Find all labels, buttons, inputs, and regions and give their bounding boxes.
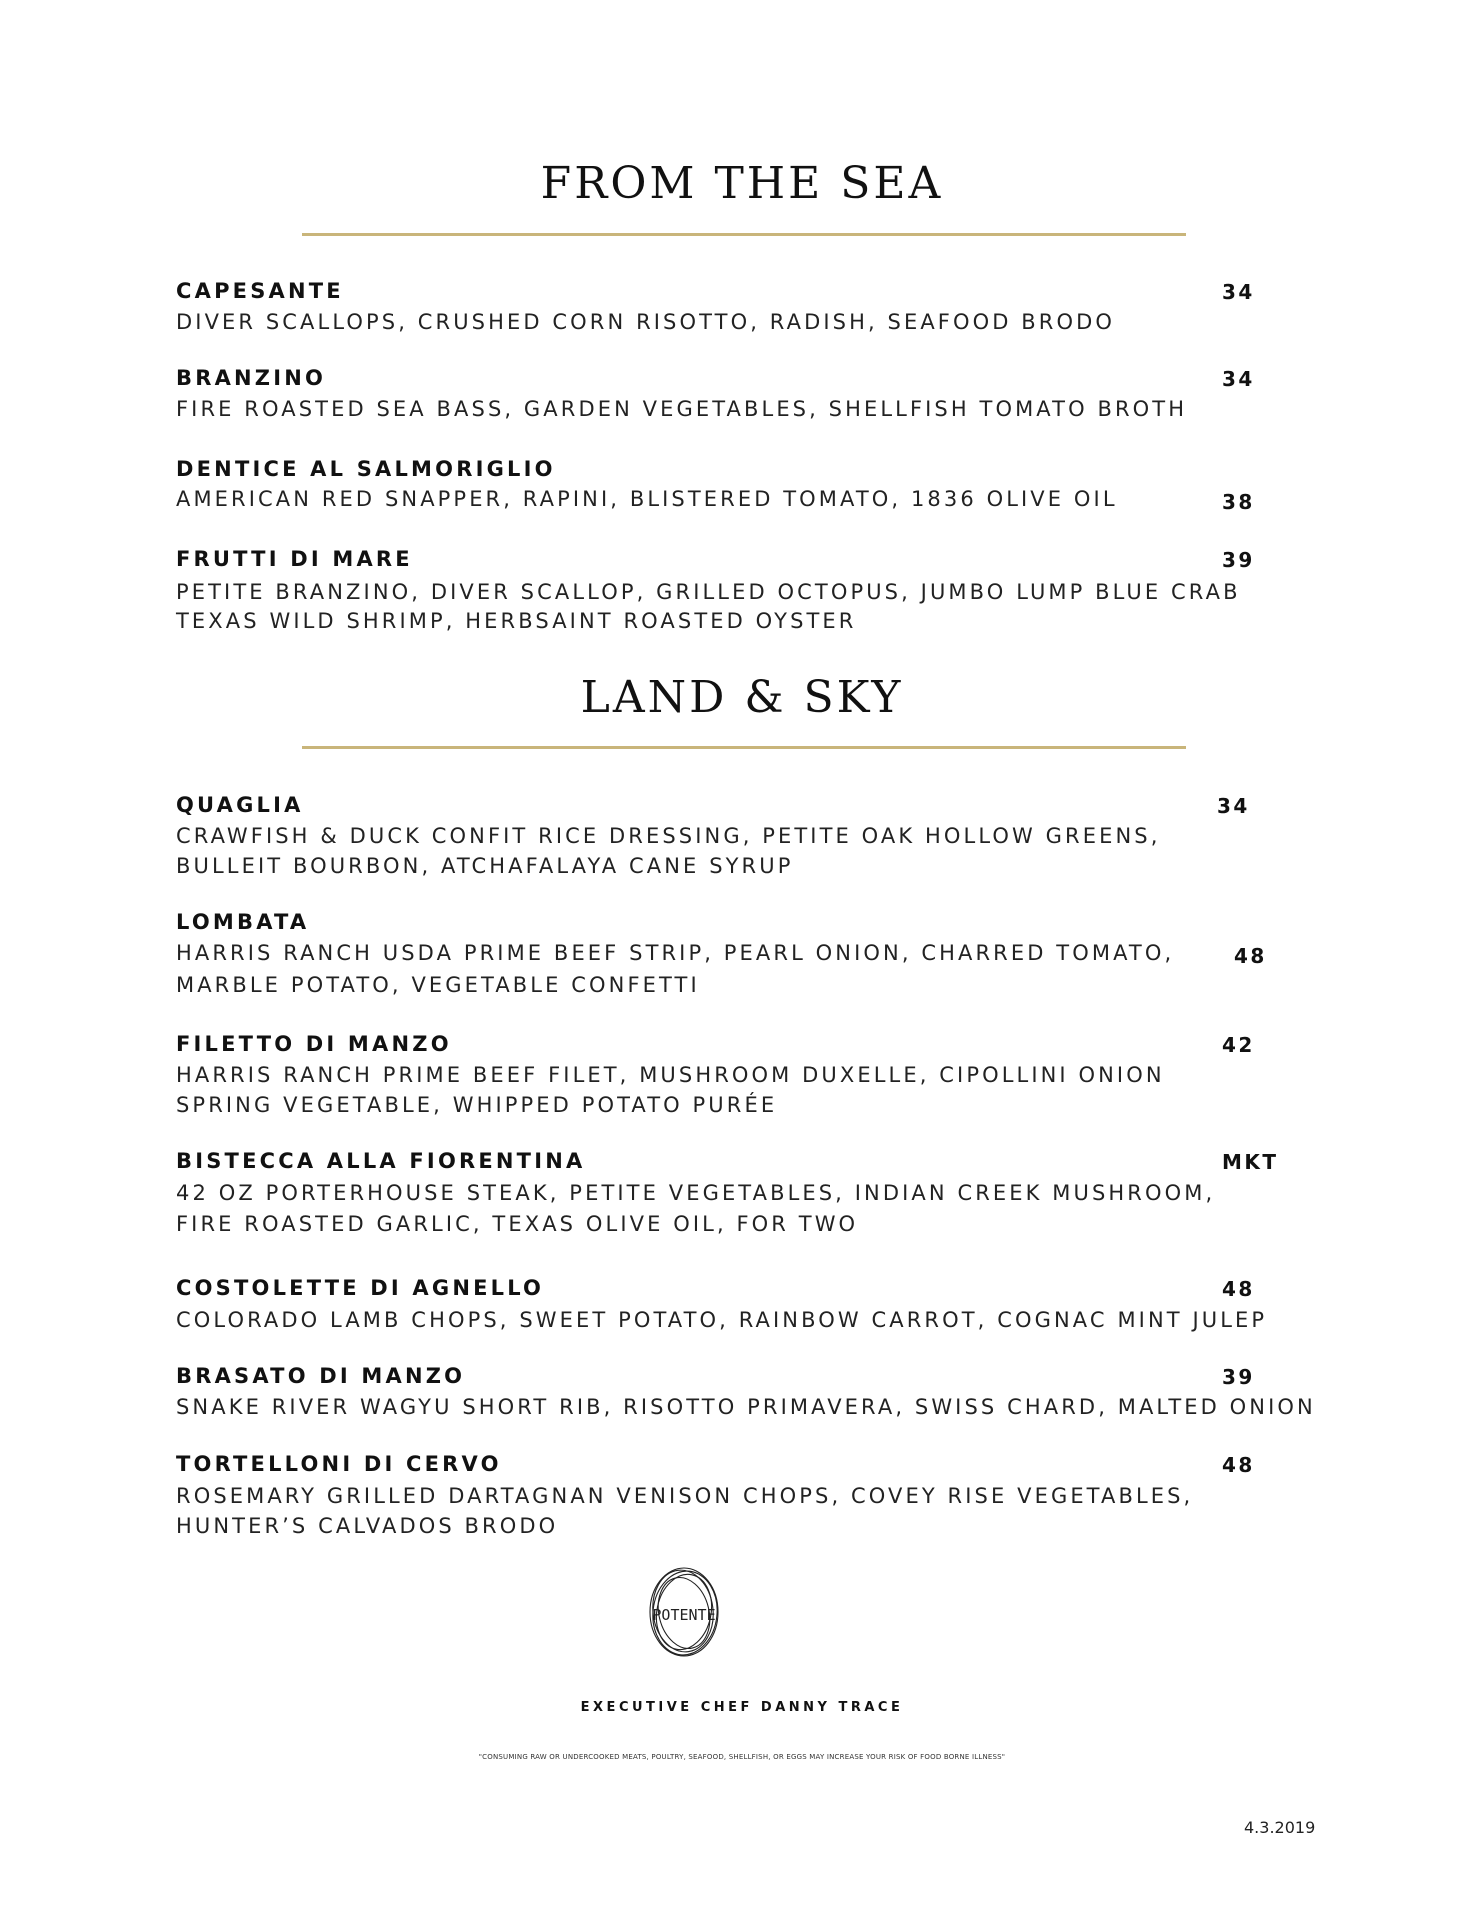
dish-description: ROSEMARY GRILLED DARTAGNAN VENISON CHOPS, COVEY RISE VEGETABLES, bbox=[176, 1484, 1194, 1508]
dish-description: SPRING VEGETABLE, WHIPPED POTATO PURÉE bbox=[176, 1093, 778, 1117]
dish-price: 39 bbox=[1222, 548, 1255, 572]
dish-name: BRASATO DI MANZO bbox=[176, 1364, 466, 1388]
dish-price: 48 bbox=[1222, 1277, 1255, 1301]
section-title-from-the-sea: FROM THE SEA bbox=[540, 158, 944, 209]
dish-price: 48 bbox=[1234, 944, 1267, 968]
dish-description: HARRIS RANCH USDA PRIME BEEF STRIP, PEARL ONION, CHARRED TOMATO, bbox=[176, 941, 1175, 965]
section-title-land-and-sky: LAND & SKY bbox=[580, 672, 904, 723]
section-divider-sea bbox=[302, 233, 1186, 236]
dish-description: COLORADO LAMB CHOPS, SWEET POTATO, RAINBOW CARROT, COGNAC MINT JULEP bbox=[176, 1308, 1268, 1332]
dish-name: FILETTO DI MANZO bbox=[176, 1032, 452, 1056]
dish-name: COSTOLETTE DI AGNELLO bbox=[176, 1276, 545, 1300]
dish-name: BISTECCA ALLA FIORENTINA bbox=[176, 1149, 586, 1173]
dish-name: BRANZINO bbox=[176, 366, 327, 390]
dish-description: CRAWFISH & DUCK CONFIT RICE DRESSING, PETITE OAK HOLLOW GREENS, bbox=[176, 824, 1161, 848]
dish-description: PETITE BRANZINO, DIVER SCALLOP, GRILLED OCTOPUS, JUMBO LUMP BLUE CRAB bbox=[176, 580, 1241, 604]
dish-price: 48 bbox=[1222, 1453, 1255, 1477]
dish-description: 42 OZ PORTERHOUSE STEAK, PETITE VEGETABLES, INDIAN CREEK MUSHROOM, bbox=[176, 1181, 1216, 1205]
dish-description: MARBLE POTATO, VEGETABLE CONFETTI bbox=[176, 973, 700, 997]
dish-description: HARRIS RANCH PRIME BEEF FILET, MUSHROOM DUXELLE, CIPOLLINI ONION bbox=[176, 1063, 1165, 1087]
dish-name: FRUTTI DI MARE bbox=[176, 547, 413, 571]
dish-description: BULLEIT BOURBON, ATCHAFALAYA CANE SYRUP bbox=[176, 854, 794, 878]
dish-description: HUNTER’S CALVADOS BRODO bbox=[176, 1514, 559, 1538]
dish-name: LOMBATA bbox=[176, 910, 310, 934]
dish-price: 34 bbox=[1217, 794, 1250, 818]
dish-description: SNAKE RIVER WAGYU SHORT RIB, RISOTTO PRIMAVERA, SWISS CHARD, MALTED ONION bbox=[176, 1395, 1316, 1419]
dish-description: DIVER SCALLOPS, CRUSHED CORN RISOTTO, RADISH, SEAFOOD BRODO bbox=[176, 310, 1116, 334]
dish-description: AMERICAN RED SNAPPER, RAPINI, BLISTERED TOMATO, 1836 OLIVE OIL bbox=[176, 487, 1118, 511]
dish-price: MKT bbox=[1222, 1150, 1279, 1174]
dish-price: 42 bbox=[1222, 1033, 1255, 1057]
dish-price: 38 bbox=[1222, 490, 1255, 514]
dish-description: TEXAS WILD SHRIMP, HERBSAINT ROASTED OYSTER bbox=[176, 609, 857, 633]
potente-ring-logo-icon bbox=[646, 1562, 722, 1662]
dish-name: DENTICE AL SALMORIGLIO bbox=[176, 457, 556, 481]
food-safety-warning: "CONSUMING RAW OR UNDERCOOKED MEATS, POULTRY, SEAFOOD, SHELLFISH, OR EGGS MAY INCREASE YOUR RISK OF FOOD BORNE ILLNESS" bbox=[478, 1753, 1006, 1761]
section-divider-land bbox=[302, 746, 1186, 749]
logo-wordmark: POTENTE bbox=[652, 1606, 716, 1624]
dish-description: FIRE ROASTED SEA BASS, GARDEN VEGETABLES, SHELLFISH TOMATO BROTH bbox=[176, 397, 1188, 421]
dish-price: 34 bbox=[1222, 367, 1255, 391]
dish-name: QUAGLIA bbox=[176, 793, 304, 817]
dish-price: 39 bbox=[1222, 1365, 1255, 1389]
dish-name: CAPESANTE bbox=[176, 279, 344, 303]
menu-date: 4.3.2019 bbox=[1244, 1818, 1316, 1837]
dish-description: FIRE ROASTED GARLIC, TEXAS OLIVE OIL, FOR TWO bbox=[176, 1212, 859, 1236]
dish-name: TORTELLONI DI CERVO bbox=[176, 1452, 502, 1476]
executive-chef-credit: EXECUTIVE CHEF DANNY TRACE bbox=[580, 1700, 904, 1715]
dish-price: 34 bbox=[1222, 280, 1255, 304]
